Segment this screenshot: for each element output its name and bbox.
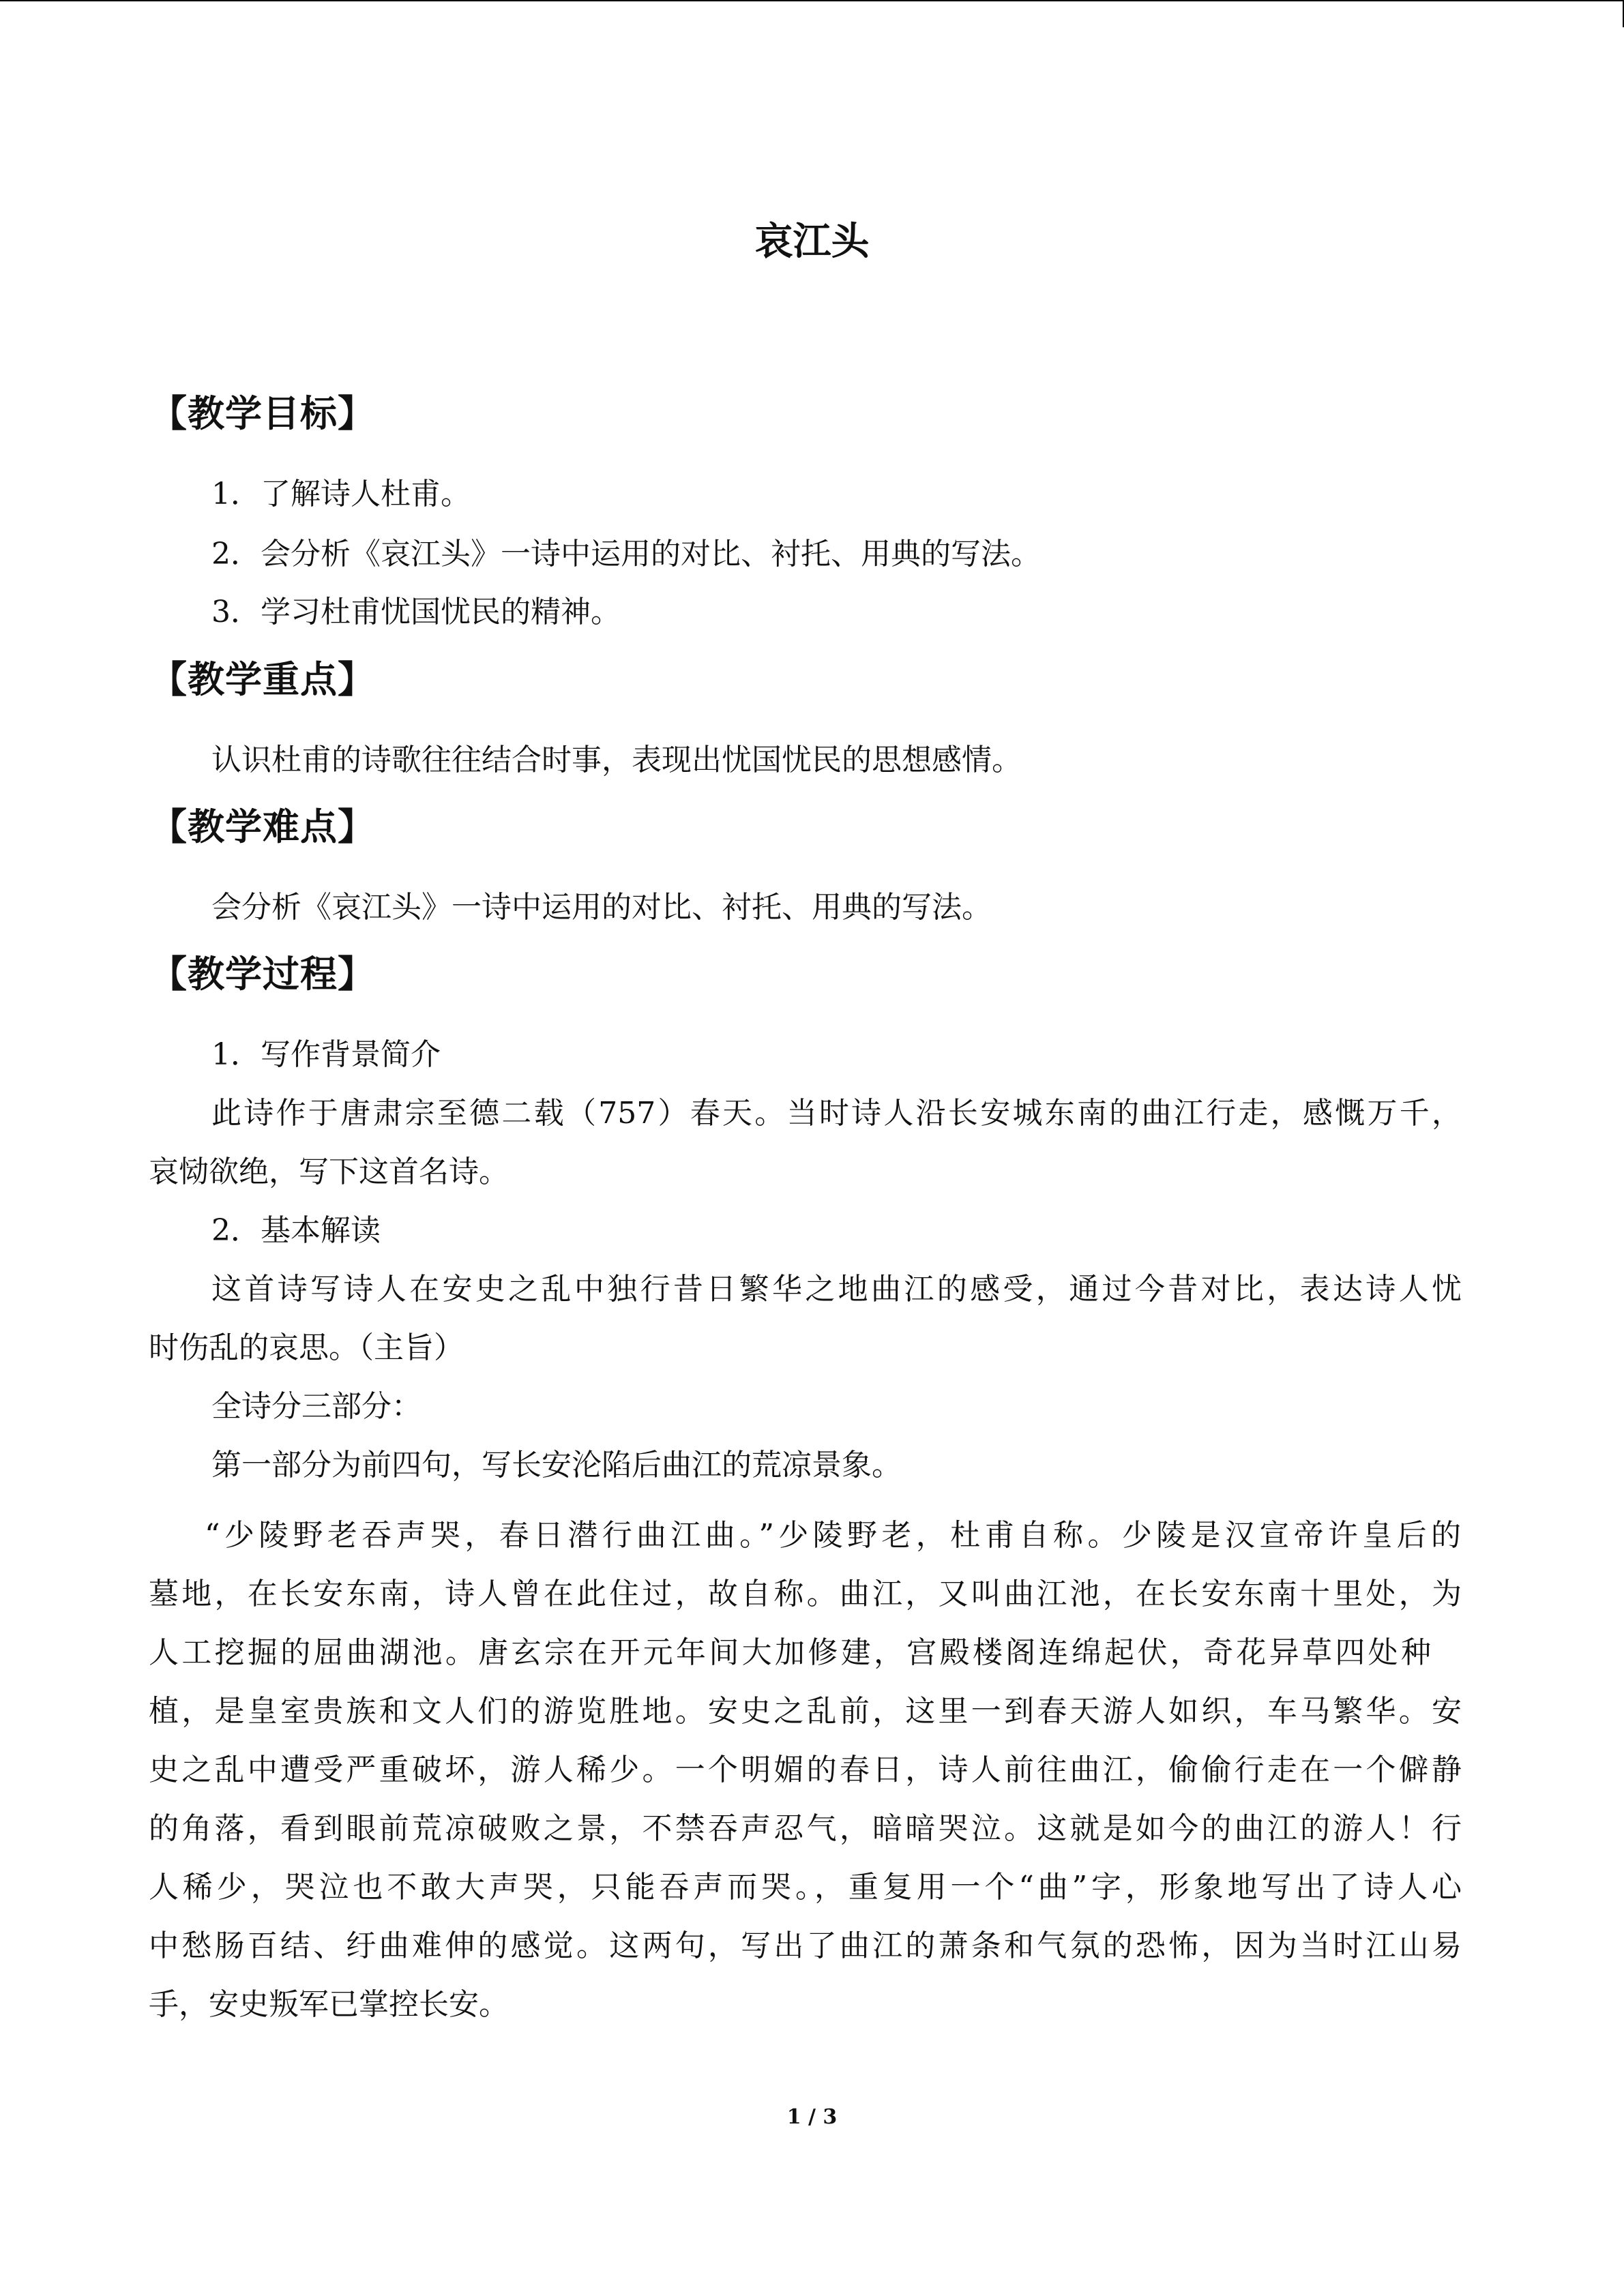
process-line: 哀恸欲绝，写下这首名诗。 [149,1154,509,1189]
heading-teaching-difficulties: 【教学难点】 [150,805,375,848]
goal-item: 1．了解诗人杜甫。 [211,477,471,511]
process-line: 史之乱中遭受严重破坏，游人稀少。一个明媚的春日，诗人前往曲江，偷偷行走在一个僻静 [149,1753,1462,1787]
heading-teaching-keypoints: 【教学重点】 [150,658,375,701]
page-number: 1 / 3 [786,2105,838,2129]
goal-item: 3．学习杜甫忧国忧民的精神。 [211,595,621,629]
process-line: 时伤乱的哀思。（主旨） [149,1330,464,1365]
process-line: 植，是皇室贵族和文人们的游览胜地。安史之乱前，这里一到春天游人如织，车马繁华。安 [149,1694,1462,1729]
process-line: 全诗分三部分： [211,1389,422,1424]
process-line: 手，安史叛军已掌控长安。 [149,1987,509,2022]
process-line: 此诗作于唐肃宗至德二载（757）春天。当时诗人沿长安城东南的曲江行走，感慨万千， [211,1096,1462,1131]
process-line: 墓地，在长安东南，诗人曾在此住过，故自称。曲江，又叫曲江池，在长安东南十里处，为 [149,1577,1462,1611]
keypoints-text: 认识杜甫的诗歌往往结合时事，表现出忧国忧民的思想感情。 [211,743,1022,777]
heading-teaching-goals: 【教学目标】 [150,392,375,435]
process-line: 中愁肠百结、纡曲难伸的感觉。这两句，写出了曲江的萧条和气氛的恐怖，因为当时江山易 [149,1928,1462,1963]
difficulties-text: 会分析《哀江头》一诗中运用的对比、衬托、用典的写法。 [211,890,992,925]
heading-teaching-process: 【教学过程】 [150,953,375,996]
goal-item: 2．会分析《哀江头》一诗中运用的对比、衬托、用典的写法。 [211,537,1041,571]
process-line: 第一部分为前四句，写长安沦陷后曲江的荒凉景象。 [211,1448,902,1482]
process-line: 这首诗写诗人在安史之乱中独行昔日繁华之地曲江的感受，通过今昔对比，表达诗人忧 [211,1272,1462,1307]
document-title: 哀江头 [754,220,870,264]
process-line: 人工挖掘的屈曲湖池。唐玄宗在开元年间大加修建，宫殿楼阁连绵起伏，奇花异草四处种 [149,1635,1431,1670]
process-line: 人稀少，哭泣也不敢大声哭，只能吞声而哭。，重复用一个“曲”字，形象地写出了诗人心 [149,1870,1462,1905]
process-line: 2．基本解读 [211,1213,381,1248]
process-line: “少陵野老吞声哭，春日潜行曲江曲。”少陵野老，杜甫自称。少陵是汉宣帝许皇后的 [205,1518,1461,1553]
top-border-line [0,0,1624,1]
process-line: 1．写作背景简介 [211,1037,441,1072]
process-line: 的角落，看到眼前荒凉破败之景，不禁吞声忍气，暗暗哭泣。这就是如今的曲江的游人！行 [149,1811,1462,1846]
